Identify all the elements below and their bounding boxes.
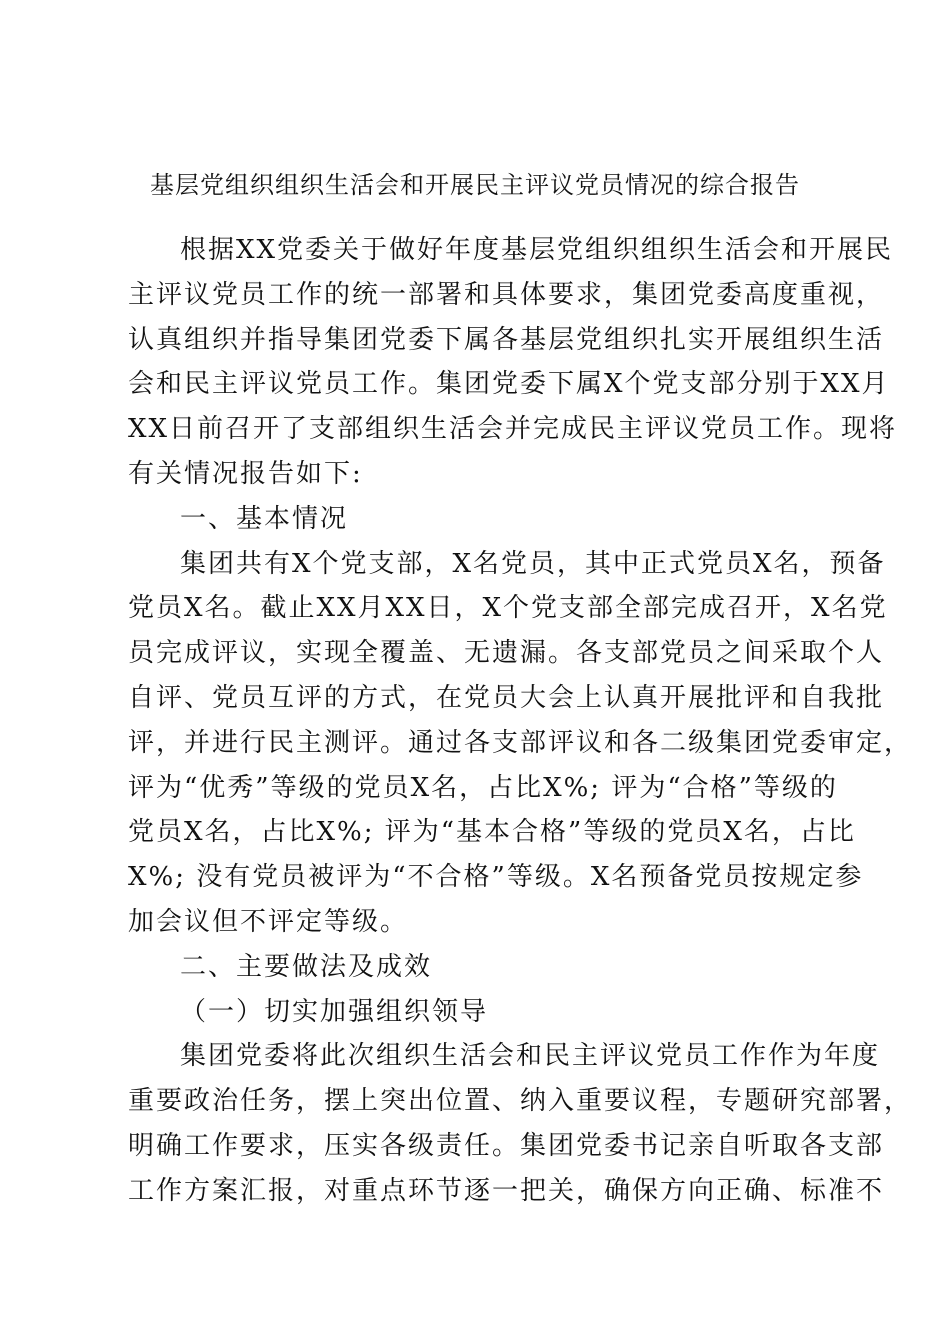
body-line: 党员X名。截止XX月XX日，X个党支部全部完成召开，X名党 [128, 593, 888, 624]
body-line: 重要政治任务，摆上突出位置、纳入重要议程，专题研究部署， [128, 1086, 913, 1117]
section-heading-basic: 一、基本情况 [180, 503, 349, 534]
subsection-heading-leadership: （一）切实加强组织领导 [180, 996, 489, 1027]
body-line: 明确工作要求，压实各级责任。集团党委书记亲自听取各支部 [128, 1130, 885, 1161]
body-line: 员完成评议，实现全覆盖、无遗漏。各支部党员之间采取个人 [128, 638, 885, 669]
body-line: 集团党委将此次组织生活会和民主评议党员工作作为年度 [180, 1041, 881, 1072]
document-body [128, 228, 913, 1214]
body-line: 根据XX党委关于做好年度基层党组织组织生活会和开展民 [180, 235, 894, 265]
section-heading-practices: 二、主要做法及成效 [180, 951, 433, 982]
body-line: XX日前召开了支部组织生活会并完成民主评议党员工作。现将 [128, 414, 898, 445]
body-line: 有关情况报告如下: [128, 458, 363, 489]
body-line: 集团共有X个党支部，X名党员，其中正式党员X名，预备 [180, 548, 886, 579]
body-line: 会和民主评议党员工作。集团党委下属X个党支部分别于XX月 [128, 369, 890, 400]
body-line: X%; 没有党员被评为“不合格”等级。X名预备党员按规定参 [128, 862, 864, 893]
body-line: 工作方案汇报，对重点环节逐一把关，确保方向正确、标准不 [128, 1175, 885, 1206]
body-line: 加会议但不评定等级。 [128, 906, 409, 937]
body-line: 认真组织并指导集团党委下属各基层党组织扎实开展组织生活 [128, 324, 885, 355]
body-line: 评为“优秀”等级的党员X名，占比X%; 评为“合格”等级的 [128, 772, 838, 803]
body-line: 主评议党员工作的统一部署和具体要求，集团党委高度重视， [128, 279, 885, 310]
body-line: 党员X名，占比X%; 评为“基本合格”等级的党员X名，占比 [128, 817, 856, 848]
body-line: 自评、党员互评的方式，在党员大会上认真开展批评和自我批 [128, 682, 885, 713]
body-line: 评，并进行民主测评。通过各支部评议和各二级集团党委审定， [128, 727, 913, 758]
document-title: 基层党组织组织生活会和开展民主评议党员情况的综合报告 [150, 171, 800, 199]
